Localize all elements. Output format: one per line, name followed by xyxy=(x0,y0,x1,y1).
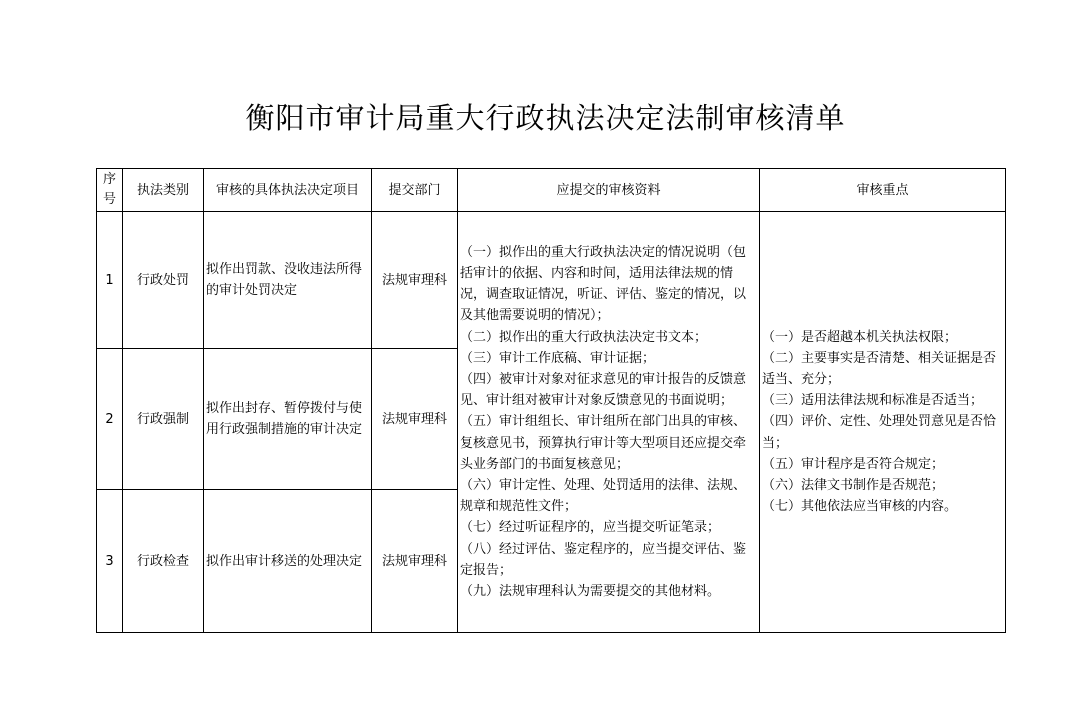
row-dept: 法规审理科 xyxy=(372,212,458,349)
row-dept: 法规审理科 xyxy=(372,490,458,633)
row-category: 行政处罚 xyxy=(123,212,204,349)
document-title: 衡阳市审计局重大行政执法决定法制审核清单 xyxy=(245,101,846,135)
materials-item: （七）经过听证程序的，应当提交听证笔录； xyxy=(460,520,721,536)
row-category: 行政检查 xyxy=(123,490,204,633)
focus-item: （七）其他依法应当审核的内容。 xyxy=(762,499,958,515)
review-table xyxy=(96,168,1006,633)
row-dept: 法规审理科 xyxy=(372,349,458,490)
header-item: 审核的具体执法决定项目 xyxy=(204,169,372,212)
row-category: 行政强制 xyxy=(123,349,204,490)
row-seq: 3 xyxy=(97,490,123,633)
row-item: 拟作出审计移送的处理决定 xyxy=(204,490,372,633)
header-category: 执法类别 xyxy=(123,169,204,212)
header-dept: 提交部门 xyxy=(372,169,458,212)
header-focus: 审核重点 xyxy=(760,169,1006,212)
materials-cell xyxy=(458,212,760,633)
materials-item: （二）拟作出的重大行政执法决定书文本； xyxy=(460,329,708,345)
focus-item: （一）是否超越本机关执法权限； xyxy=(762,329,958,345)
materials-item: （四）被审计对象对征求意见的审计报告的反馈意见、审计组对被审计对象反馈意见的书面说明； xyxy=(460,371,747,409)
focus-item: （三）适用法律法规和标准是否适当； xyxy=(762,393,984,409)
materials-item: （八）经过评估、鉴定程序的，应当提交评估、鉴定报告； xyxy=(460,541,747,578)
header-seq: 序号 xyxy=(97,169,123,212)
focus-item: （五）审计程序是否符合规定； xyxy=(762,456,945,472)
materials-item: （五）审计组组长、审计组所在部门出具的审核、复核意见书，预算执行审计等大型项目还应提交牵头业务部门的书面复核意见； xyxy=(460,414,747,472)
materials-item: （九）法规审理科认为需要提交的其他材料。 xyxy=(460,584,721,600)
focus-item: （二）主要事实是否清楚、相关证据是否适当、充分； xyxy=(762,350,997,387)
materials-item: （六）审计定性、处理、处罚适用的法律、法规、规章和规范性文件； xyxy=(460,478,747,515)
focus-item: （四）评价、定性、处理处罚意见是否恰当； xyxy=(762,414,997,451)
row-item: 拟作出罚款、没收违法所得的审计处罚决定 xyxy=(204,212,372,349)
row-seq: 1 xyxy=(97,212,123,349)
row-seq: 2 xyxy=(97,349,123,490)
materials-item: （一）拟作出的重大行政执法决定的情况说明（包括审计的依据、内容和时间，适用法律法规的情况，调查取证情况，听证、评估、鉴定的情况，以及其他需要说明的情况）； xyxy=(460,244,747,324)
focus-cell xyxy=(760,212,1006,633)
header-materials: 应提交的审核资料 xyxy=(458,169,760,212)
row-item: 拟作出封存、暂停拨付与使用行政强制措施的审计决定 xyxy=(204,349,372,490)
focus-item: （六）法律文书制作是否规范； xyxy=(762,478,945,493)
materials-item: （三）审计工作底稿、审计证据； xyxy=(460,350,656,366)
table-row xyxy=(97,212,1006,349)
header-row xyxy=(97,169,1006,212)
